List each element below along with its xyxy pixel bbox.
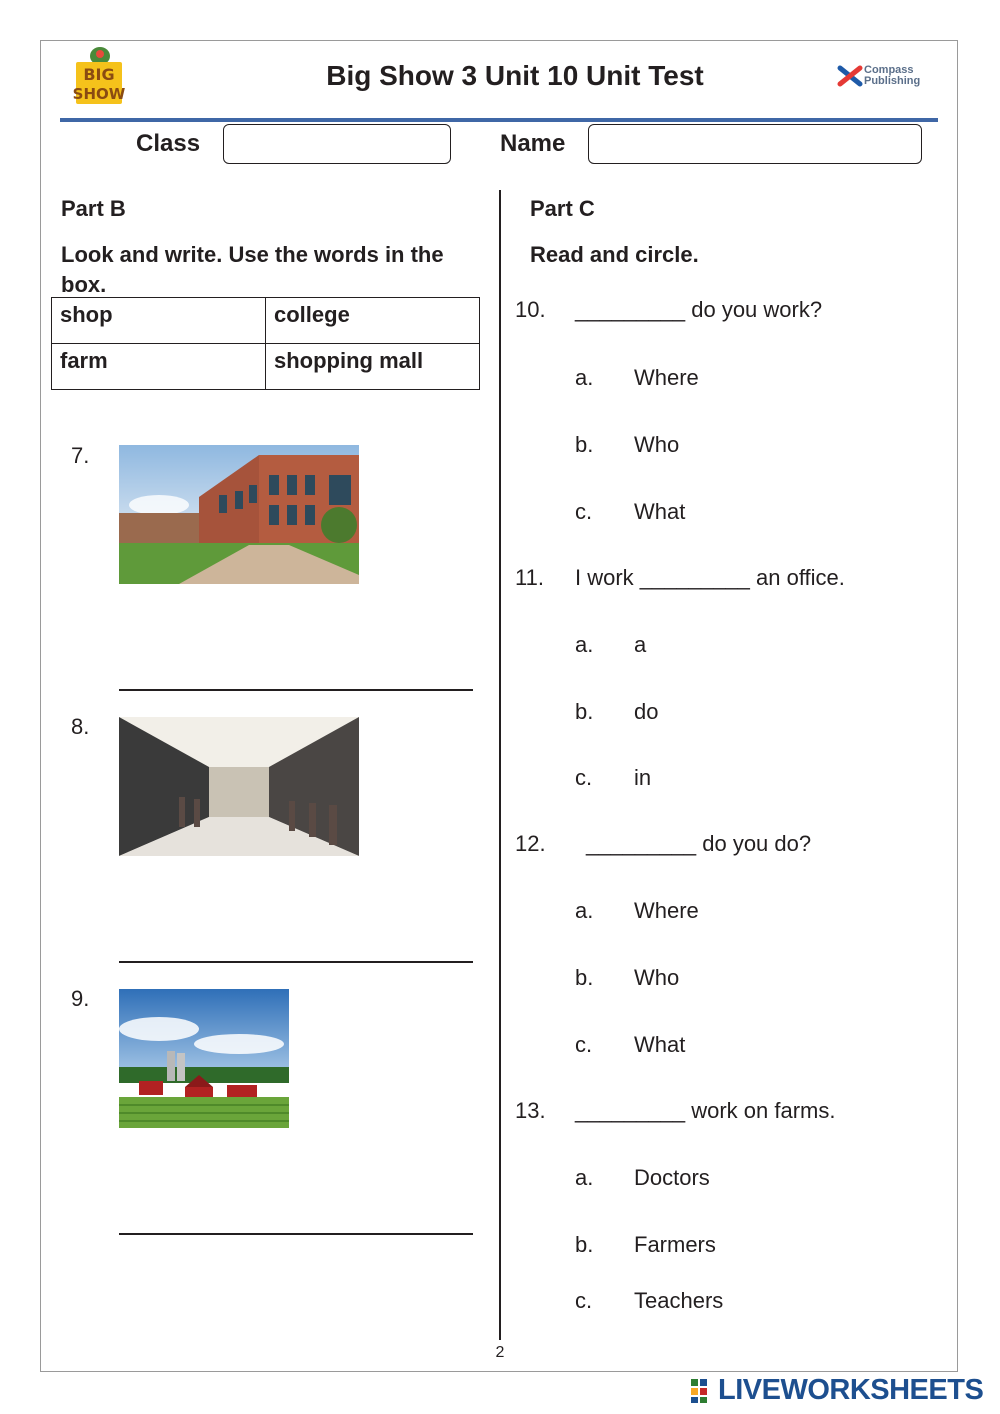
part-c-heading: Part C [530, 196, 595, 221]
class-field[interactable] [223, 124, 451, 164]
liveworksheets-logo [690, 1374, 990, 1408]
word-box-row [52, 298, 480, 344]
class-label: Class [136, 130, 201, 157]
svg-text:BIG: BIG [83, 65, 115, 84]
question-text: I work _________ an office. [575, 565, 845, 590]
part-b-instruction: Look and write. Use the words in the box. [61, 242, 444, 297]
question-number: 13. [515, 1098, 546, 1123]
answer-line-9[interactable] [119, 1233, 473, 1235]
compass-star-icon [836, 62, 864, 90]
word-box-cell: shop [52, 298, 266, 344]
item-8-number: 8. [71, 714, 90, 739]
question-text: _________ work on farms. [575, 1098, 836, 1123]
option-choice[interactable]: Who [634, 432, 680, 457]
option-letter: a. [575, 1165, 594, 1190]
answer-line-8[interactable] [119, 961, 473, 963]
page-title: Big Show 3 Unit 10 Unit Test [326, 60, 704, 91]
option-choice[interactable]: Teachers [634, 1288, 724, 1313]
question-text: _________ do you work? [575, 297, 823, 322]
word-box [51, 297, 480, 390]
option-choice[interactable]: do [634, 699, 659, 724]
farm-photo [119, 989, 289, 1128]
liveworksheets-brand: LIVEWORKSHEETS [718, 1374, 984, 1406]
liveworksheets-icon [690, 1378, 716, 1404]
big-show-logo [72, 44, 128, 106]
college-building-photo [119, 445, 359, 584]
name-label: Name [500, 130, 566, 157]
option-choice[interactable]: Doctors [634, 1165, 710, 1190]
option-letter: a. [575, 632, 594, 657]
option-letter: c. [575, 1288, 593, 1313]
option-choice[interactable]: Farmers [634, 1232, 716, 1257]
shopping-mall-photo [119, 717, 359, 856]
question-number: 12. [515, 831, 546, 856]
column-divider [499, 190, 501, 1340]
publisher-line-1: Compass [864, 64, 914, 76]
question-number: 11. [515, 565, 544, 590]
option-letter: a. [575, 898, 594, 923]
word-box-cell: shopping mall [266, 344, 480, 390]
option-letter: b. [575, 432, 594, 457]
option-choice[interactable]: Who [634, 965, 680, 990]
item-7-number: 7. [71, 443, 90, 468]
option-letter: b. [575, 965, 594, 990]
option-letter: c. [575, 1032, 593, 1057]
svg-text:SHOW: SHOW [72, 85, 126, 103]
option-choice[interactable]: Where [634, 898, 699, 923]
word-box-cell: college [266, 298, 480, 344]
part-c-instruction: Read and circle. [530, 242, 699, 267]
answer-line-7[interactable] [119, 689, 473, 691]
option-choice[interactable]: Where [634, 365, 699, 390]
option-letter: c. [575, 499, 593, 524]
option-choice[interactable]: a [634, 632, 647, 657]
option-choice[interactable]: in [634, 765, 652, 790]
option-letter: c. [575, 765, 593, 790]
publisher-line-2: Publishing [864, 75, 921, 87]
part-b-heading: Part B [61, 196, 126, 221]
name-field[interactable] [588, 124, 922, 164]
word-box-cell: farm [52, 344, 266, 390]
header-rule [60, 118, 938, 122]
option-letter: b. [575, 699, 594, 724]
item-9-number: 9. [71, 986, 90, 1011]
compass-publishing-logo [836, 62, 926, 92]
question-number: 10. [515, 297, 546, 322]
question-text: _________ do you do? [586, 831, 812, 856]
page-number: 2 [495, 1344, 505, 1361]
option-choice[interactable]: What [634, 499, 686, 524]
word-box-row [52, 344, 480, 390]
option-letter: a. [575, 365, 594, 390]
option-choice[interactable]: What [634, 1032, 686, 1057]
option-letter: b. [575, 1232, 594, 1257]
